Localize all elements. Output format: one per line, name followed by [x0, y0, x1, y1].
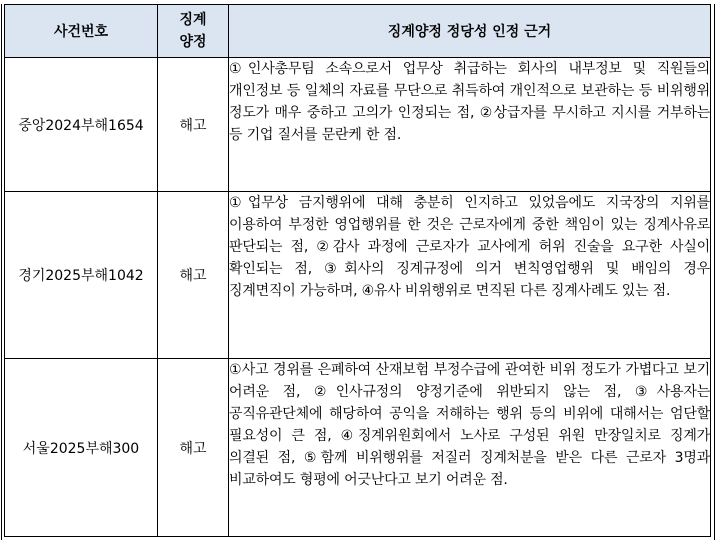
discipline-type-cell: 해고: [158, 58, 229, 192]
table-frame-left: [1, 4, 2, 540]
header-basis-label: 징계양정 정당성 인정 근거: [387, 24, 552, 40]
header-basis: [229, 5, 711, 58]
table-frame-right: [714, 4, 715, 540]
header-case-number: [5, 5, 158, 58]
disciplinary-cases-table: [4, 4, 711, 537]
table-row: [5, 192, 711, 359]
header-discipline-type-line2: 양정: [179, 34, 207, 50]
basis-cell: ①사고 경위를 은폐하여 산재보험 부정수급에 관여한 비위 정도가 가볍다고 보기 어려운 점, ②인사규정의 양정기준에 위반되지 않는 점, ③사용자는 공직유관단체에 해당하여 공익을 저해하는 행위 등의 비위에 대해서는 엄단할 필요성이 큰 점, ④징계위원회에서 노사로 구성된 위원 만장일치로 징계가 의결된 점, ⑤함께 비위행위를 저질러 징계처분을 받은 다른 근로자 3명과 비교하여도 형평에 어긋난다고 보기 어려운 점.: [229, 359, 711, 537]
header-case-number-label: 사건번호: [53, 24, 109, 40]
table-row: [5, 359, 711, 537]
header-discipline-type: [158, 5, 229, 58]
basis-cell: ①인사총무팀 소속으로서 업무상 취급하는 회사의 내부정보 및 직원들의 개인정보 등 일체의 자료를 무단으로 취득하여 개인적으로 보관하는 등 비위행위 정도가 매우 중하고 고의가 인정되는 점, ②상급자를 무시하고 지시를 거부하는 등 기업 질서를 문란케 한 점.: [229, 58, 711, 192]
case-number-cell: 서울2025부해300: [5, 359, 158, 537]
case-number-cell: 중앙2024부해1654: [5, 58, 158, 192]
discipline-type-cell: 해고: [158, 359, 229, 537]
table-header-row: [5, 5, 711, 58]
discipline-type-cell: 해고: [158, 192, 229, 359]
basis-cell: ①업무상 금지행위에 대해 충분히 인지하고 있었음에도 지국장의 지위를 이용하여 부정한 영업행위를 한 것은 근로자에게 중한 책임이 있는 징계사유로 판단되는 점, ②감사 과정에 근로자가 교사에게 허위 진술을 요구한 사실이 확인되는 점, ③회사의 징계규정에 의거 변칙영업행위 및 배임의 경우 징계면직이 가능하며, ④유사 비위행위로 면직된 다른 징계사례도 있는 점.: [229, 192, 711, 359]
case-number-cell: 경기2025부해1042: [5, 192, 158, 359]
header-discipline-type-line1: 징계: [179, 12, 207, 28]
table-row: [5, 58, 711, 192]
